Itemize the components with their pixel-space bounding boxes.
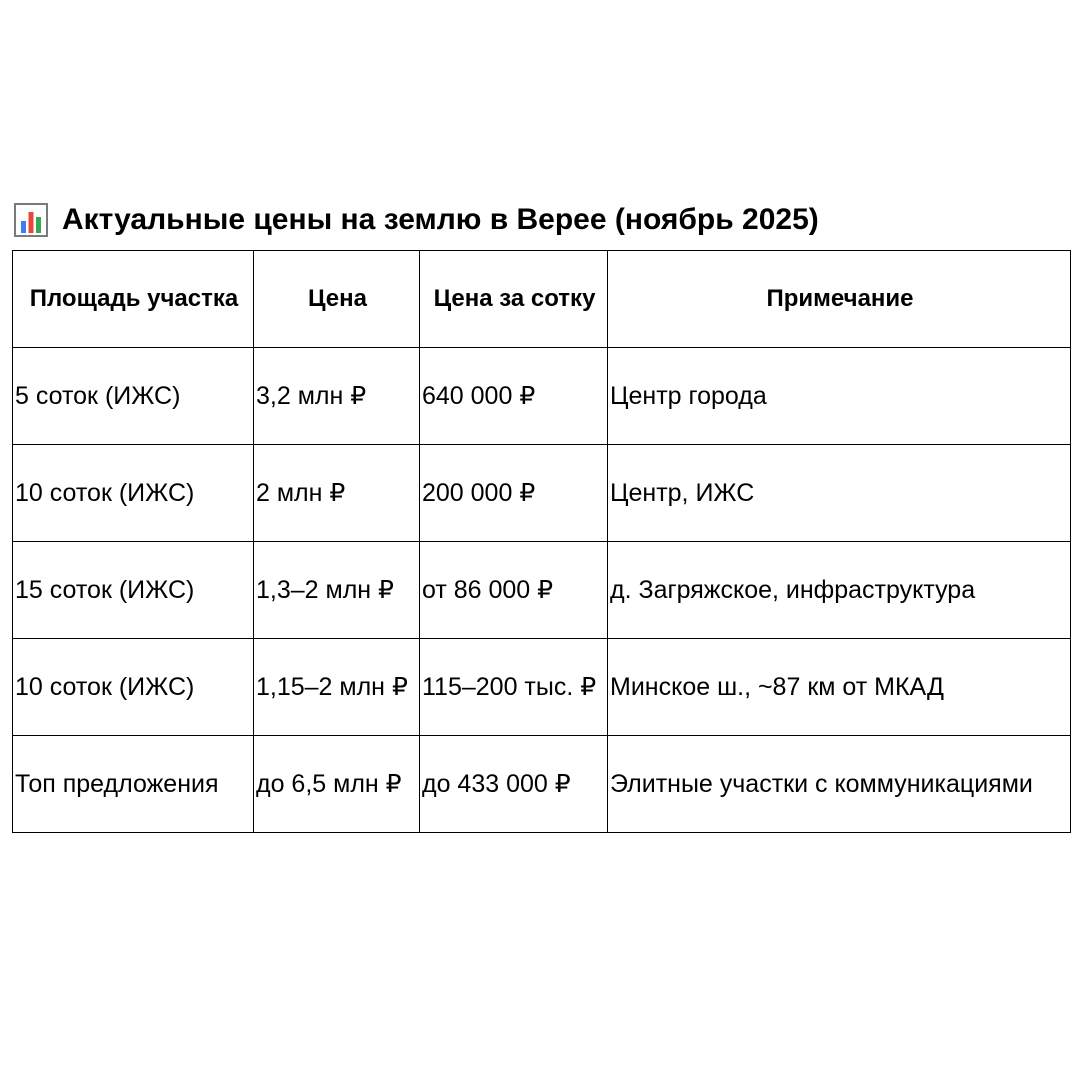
cell-price: 1,3–2 млн ₽ [254,542,420,639]
cell-price-per-sotka: от 86 000 ₽ [420,542,608,639]
cell-note: Элитные участки с коммуникациями [608,736,1071,833]
cell-area: 15 соток (ИЖС) [13,542,254,639]
cell-price-per-sotka: 115–200 тыс. ₽ [420,639,608,736]
table-row [13,639,1071,736]
table-row [13,445,1071,542]
cell-area: 10 соток (ИЖС) [13,639,254,736]
table-header-row [13,251,1071,348]
cell-note: Центр города [608,348,1071,445]
cell-price: 3,2 млн ₽ [254,348,420,445]
page-title [14,200,819,240]
cell-area: 5 соток (ИЖС) [13,348,254,445]
header-area: Площадь участка [13,251,254,348]
cell-area: 10 соток (ИЖС) [13,445,254,542]
table-row [13,348,1071,445]
cell-note: д. Загряжское, инфраструктура [608,542,1071,639]
prices-table [12,250,1071,833]
cell-note: Минское ш., ~87 км от МКАД [608,639,1071,736]
cell-price-per-sotka: 200 000 ₽ [420,445,608,542]
table-row [13,736,1071,833]
cell-price: до 6,5 млн ₽ [254,736,420,833]
header-price-per-sotka: Цена за сотку [420,251,608,348]
table-row [13,542,1071,639]
cell-price: 2 млн ₽ [254,445,420,542]
bar-chart-icon [14,203,48,237]
cell-price-per-sotka: 640 000 ₽ [420,348,608,445]
cell-price-per-sotka: до 433 000 ₽ [420,736,608,833]
cell-note: Центр, ИЖС [608,445,1071,542]
header-note: Примечание [608,251,1071,348]
cell-price: 1,15–2 млн ₽ [254,639,420,736]
cell-area: Топ предложения [13,736,254,833]
page-title-text: Актуальные цены на землю в Верее (ноябрь 2025) [62,203,819,236]
header-price: Цена [254,251,420,348]
